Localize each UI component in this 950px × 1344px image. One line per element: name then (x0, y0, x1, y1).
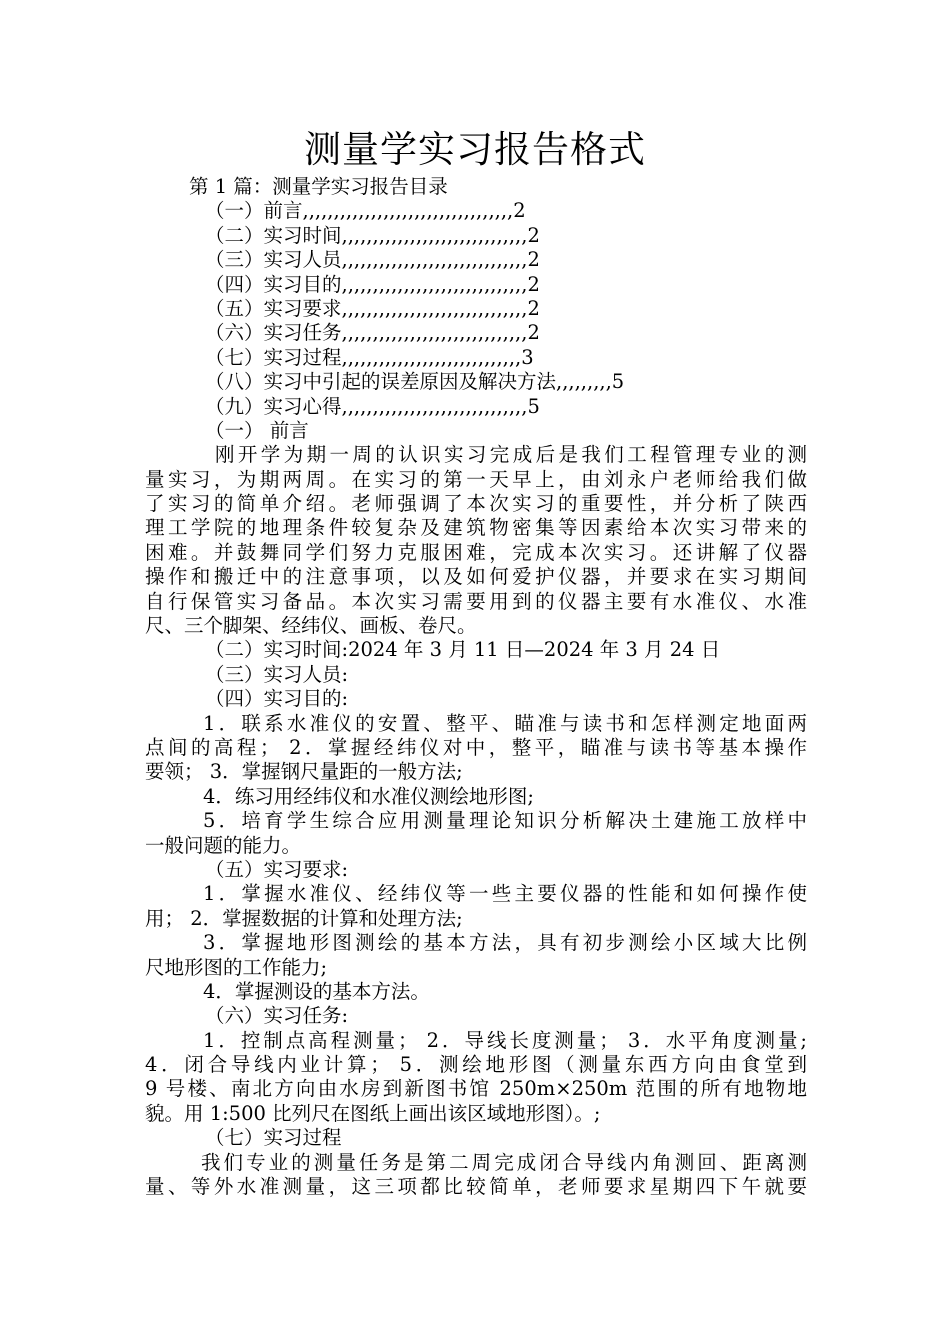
text-line: 3．掌握地形图测绘的基本方法，具有初步测绘小区域大比例 (203, 931, 807, 955)
text-line: （五）实习要求: (205, 857, 349, 881)
text-line: 尺地形图的工作能力; (145, 955, 328, 979)
text-line: （一）前言,,,,,,,,,,,,,,,,,,,,,,,,,,,,,,,,,,2 (205, 199, 526, 223)
text-line: 了实习的简单介绍。老师强调了本次实习的重要性，并分析了陕西 (145, 492, 807, 516)
text-line: （一） 前言 (205, 418, 309, 442)
text-line: 4．掌握测设的基本方法。 (203, 979, 430, 1003)
text-line: （七）实习过程 (205, 1126, 342, 1150)
body-text (145, 175, 807, 1199)
text-line: 要领； 3．掌握钢尺量距的一般方法; (145, 760, 463, 784)
text-line: （三）实习人员: (205, 662, 349, 686)
text-line: （二）实习时间:2024 年 3 月 11 日—2024 年 3 月 24 日 (205, 638, 721, 662)
text-line: 1．联系水准仪的安置、整平、瞄准与读书和怎样测定地面两 (203, 711, 807, 735)
text-line: 量实习，为期两周。在实习的第一天早上，由刘永户老师给我们做 (145, 467, 807, 491)
text-line: 困难。并鼓舞同学们努力克服困难，完成本次实习。还讲解了仪器 (145, 540, 807, 564)
text-line: （二）实习时间,,,,,,,,,,,,,,,,,,,,,,,,,,,,,,2 (205, 223, 540, 247)
text-line: 自行保管实习备品。本次实习需要用到的仪器主要有水准仪、水准 (145, 589, 807, 613)
text-line: 操作和搬迁中的注意事项，以及如何爱护仪器，并要求在实习期间 (145, 565, 807, 589)
text-line: （六）实习任务: (205, 1004, 349, 1028)
text-line: （八）实习中引起的误差原因及解决方法,,,,,,,,,5 (205, 370, 625, 394)
text-line: 4．练习用经纬仪和水准仪测绘地形图; (203, 784, 534, 808)
text-line: （六）实习任务,,,,,,,,,,,,,,,,,,,,,,,,,,,,,,2 (205, 321, 540, 345)
text-line: 量、等外水准测量，这三项都比较简单，老师要求星期四下午就要 (145, 1175, 807, 1199)
text-line: （四）实习目的,,,,,,,,,,,,,,,,,,,,,,,,,,,,,,2 (205, 272, 540, 296)
text-line: （三）实习人员,,,,,,,,,,,,,,,,,,,,,,,,,,,,,,2 (205, 248, 540, 272)
text-line: （四）实习目的: (205, 687, 349, 711)
text-line: 用； 2．掌握数据的计算和处理方法; (145, 906, 463, 930)
text-line: 4．闭合导线内业计算； 5．测绘地形图（测量东西方向由食堂到 (145, 1053, 807, 1077)
text-line: 第 1 篇：测量学实习报告目录 (189, 175, 448, 198)
text-line: （五）实习要求,,,,,,,,,,,,,,,,,,,,,,,,,,,,,,2 (205, 296, 540, 320)
text-line: 1．控制点高程测量； 2．导线长度测量； 3．水平角度测量; (203, 1028, 807, 1052)
text-line: 理工学院的地理条件较复杂及建筑物密集等因素给本次实习带来的 (145, 516, 807, 540)
text-line: 刚开学为期一周的认识实习完成后是我们工程管理专业的测 (215, 443, 807, 467)
text-line: 1．掌握水准仪、经纬仪等一些主要仪器的性能和如何操作使 (203, 882, 807, 906)
text-line: 9 号楼、南北方向由水房到新图书馆 250m×250m 范围的所有地物地 (145, 1077, 807, 1101)
page-title: 测量学实习报告格式 (304, 128, 646, 171)
text-line: 尺、三个脚架、经纬仪、画板、卷尺。 (145, 614, 477, 638)
text-line: 5．培育学生综合应用测量理论知识分析解决土建施工放样中 (203, 809, 807, 833)
text-line: 点间的高程； 2．掌握经纬仪对中，整平，瞄准与读书等基本操作 (145, 735, 807, 759)
text-line: 貌。用 1:500 比列尺在图纸上画出该区域地形图）。; (145, 1101, 601, 1125)
text-line: 我们专业的测量任务是第二周完成闭合导线内角测回、距离测 (201, 1150, 807, 1174)
text-line: 一般问题的能力。 (145, 833, 302, 857)
text-line: （七）实习过程,,,,,,,,,,,,,,,,,,,,,,,,,,,,,3 (205, 345, 534, 369)
text-line: （九）实习心得,,,,,,,,,,,,,,,,,,,,,,,,,,,,,,5 (205, 394, 540, 418)
